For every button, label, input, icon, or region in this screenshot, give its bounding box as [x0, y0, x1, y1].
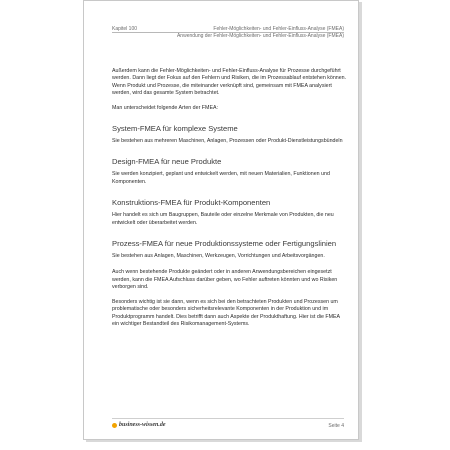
logo-dot-icon: [112, 423, 117, 428]
footer-logo: [112, 422, 166, 428]
section-text-prozess: Sie bestehen aus Anlagen, Maschinen, Werkzeugen, Vorrichtungen und Arbeitsvorgängen.: [112, 253, 325, 260]
document-page: [83, 0, 359, 440]
paragraph-existing-products: Auch wenn bestehende Produkte geändert oder in anderen Anwendungsbereichen eingesetzt werden, kann die FMEA Aufschluss darüber geben, wo Fehler auftreten könnten und wo Risiken verborgen sind.: [112, 269, 338, 291]
section-heading-system: System-FMEA für komplexe Systeme: [112, 124, 238, 134]
page-content: [112, 68, 348, 328]
header-title-line1: Fehler-Möglichkeiten- und Fehler-Einfluss-Analyse (FMEA): [213, 26, 344, 32]
paragraph-importance: Besonders wichtig ist sie dann, wenn es sich bei den betrachteten Produkten und Prozessen um problematische oder besonders sicherheitsrelevante Komponenten in der Produktion und im Produktprogramm handelt. Dies betrifft dann auch Aspekte der Produkthaftung. Hier ist die FMEA ein wichtiger Bestandteil des Risikomanagement-Systems.: [112, 298, 340, 327]
header-divider: [112, 32, 344, 33]
section-text-design: Sie werden konzipiert, geplant und entwickelt werden, mit neuen Materialien, Funktionen und Komponenten.: [112, 171, 330, 185]
header-title-line2: Anwendung der Fehler-Möglichkeiten- und Fehler-Einfluss-Analyse (FMEA): [176, 33, 344, 39]
section-heading-prozess: Prozess-FMEA für neue Produktionssysteme oder Fertigungslinien: [112, 239, 337, 249]
section-text-system: Sie bestehen aus mehreren Maschinen, Anlagen, Prozessen oder Produkt-Dienstleistungsbündeln: [112, 138, 343, 145]
intro-paragraph: Außerdem kann die Fehler-Möglichkeiten- und Fehler-Einfluss-Analyse für Prozesse durchgeführt werden. Dann liegt der Fokus auf den Fehlern und Risiken, die im Prozessablauf entstehen können. Wenn Produkt und Prozesse, die miteinander verknüpft sind, gemeinsam mit FMEA analysiert werden, wird das gesamte System betrachtet.: [112, 68, 347, 97]
footer-logo-text: business-wissen.de: [119, 422, 166, 428]
section-heading-design: Design-FMEA für neue Produkte: [112, 157, 222, 167]
footer-page-number: Seite 4: [328, 423, 344, 429]
section-heading-konstruktion: Konstruktions-FMEA für Produkt-Komponenten: [112, 198, 271, 208]
section-text-konstruktion: Hier handelt es sich um Baugruppen, Bauteile oder einzelne Merkmale von Produkten, die neu entwickelt oder überarbeitet werden.: [112, 212, 334, 226]
lead-paragraph: Man unterscheidet folgende Arten der FMEA:: [112, 104, 218, 111]
footer-divider: [112, 418, 344, 419]
header-title: [177, 26, 344, 40]
header-chapter: Kapitel 100: [112, 26, 138, 32]
